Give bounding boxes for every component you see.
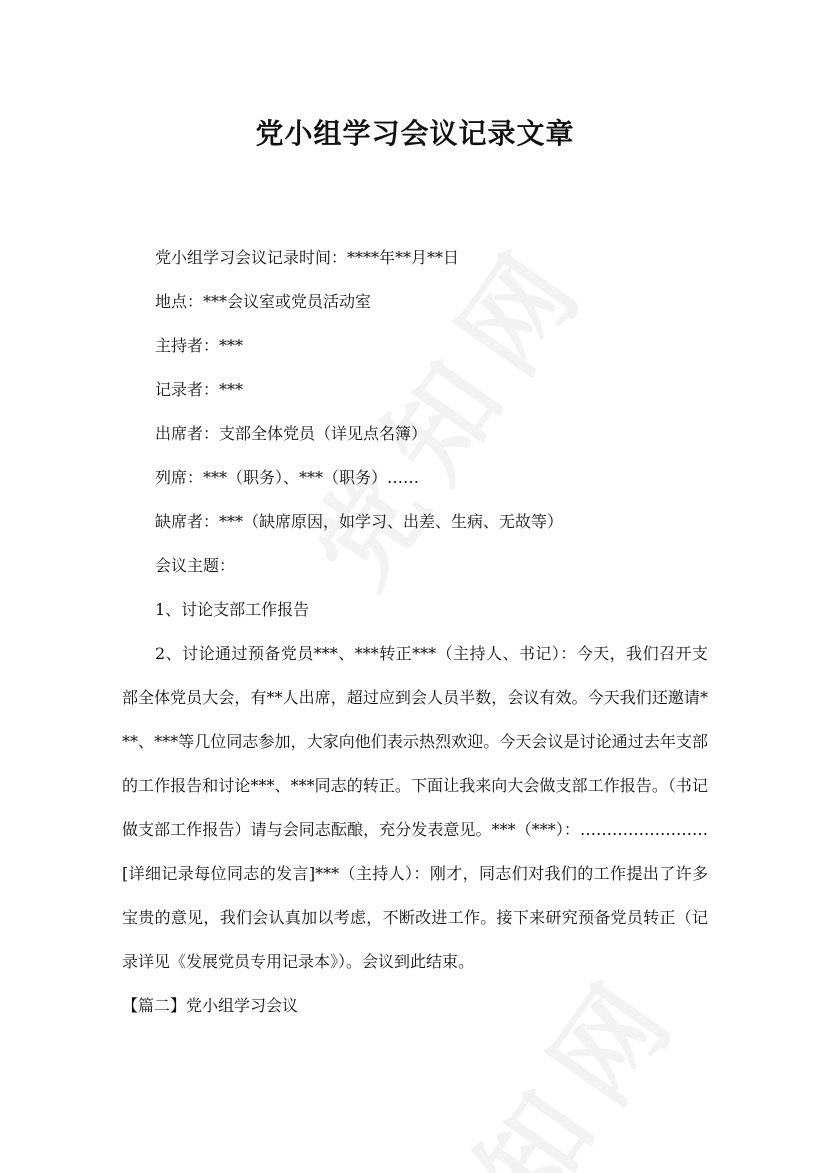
topic-item-1: 1、讨论支部工作报告 [155,600,310,619]
topic-item-2-paragraph: 2、讨论通过预备党员***、***转正***（主持人、书记）：今天，我们召开支部全体党员大会，有**人出席，超过应到会人员半数，会议有效。今天我们还邀请***、***等几位同志参加，大家向他们表示热烈欢迎。今天会议是讨论通过去年支部的工作报告和讨论***、***同志的转正。下面让我来向大会做支部工作报告。（书记做支部工作报告）请与会同志酝酿，充分发表意见。***（***）：……………………[详细记录每位同志的发言]***（主持人）：刚才，同志们对我们的工作提出了许多宝贵的意见，我们会认真加以考虑，不断改进工作。接下来研究预备党员转正（记录详见《发展党员专用记录本》）。会议到此结束。 [122,644,708,971]
meeting-absentees-line: 缺席者：***（缺席原因，如学习、出差、生病、无故等） [155,512,564,531]
meeting-host-line: 主持者：*** [155,336,244,355]
meeting-observers-line: 列席：***（职务）、***（职务）…… [155,468,420,487]
meeting-place-line: 地点：***会议室或党员活动室 [155,292,372,311]
meeting-time-line: 党小组学习会议记录时间：****年**月**日 [155,248,460,267]
meeting-recorder-line: 记录者：*** [155,380,244,399]
section-heading: 【篇二】党小组学习会议 [122,996,299,1015]
meeting-topic-label: 会议主题： [155,556,236,575]
document-body [122,236,708,1028]
document-title: 党小组学习会议记录文章 [255,117,575,150]
meeting-attendees-line: 出席者：支部全体党员（详见点名簿） [155,424,428,443]
